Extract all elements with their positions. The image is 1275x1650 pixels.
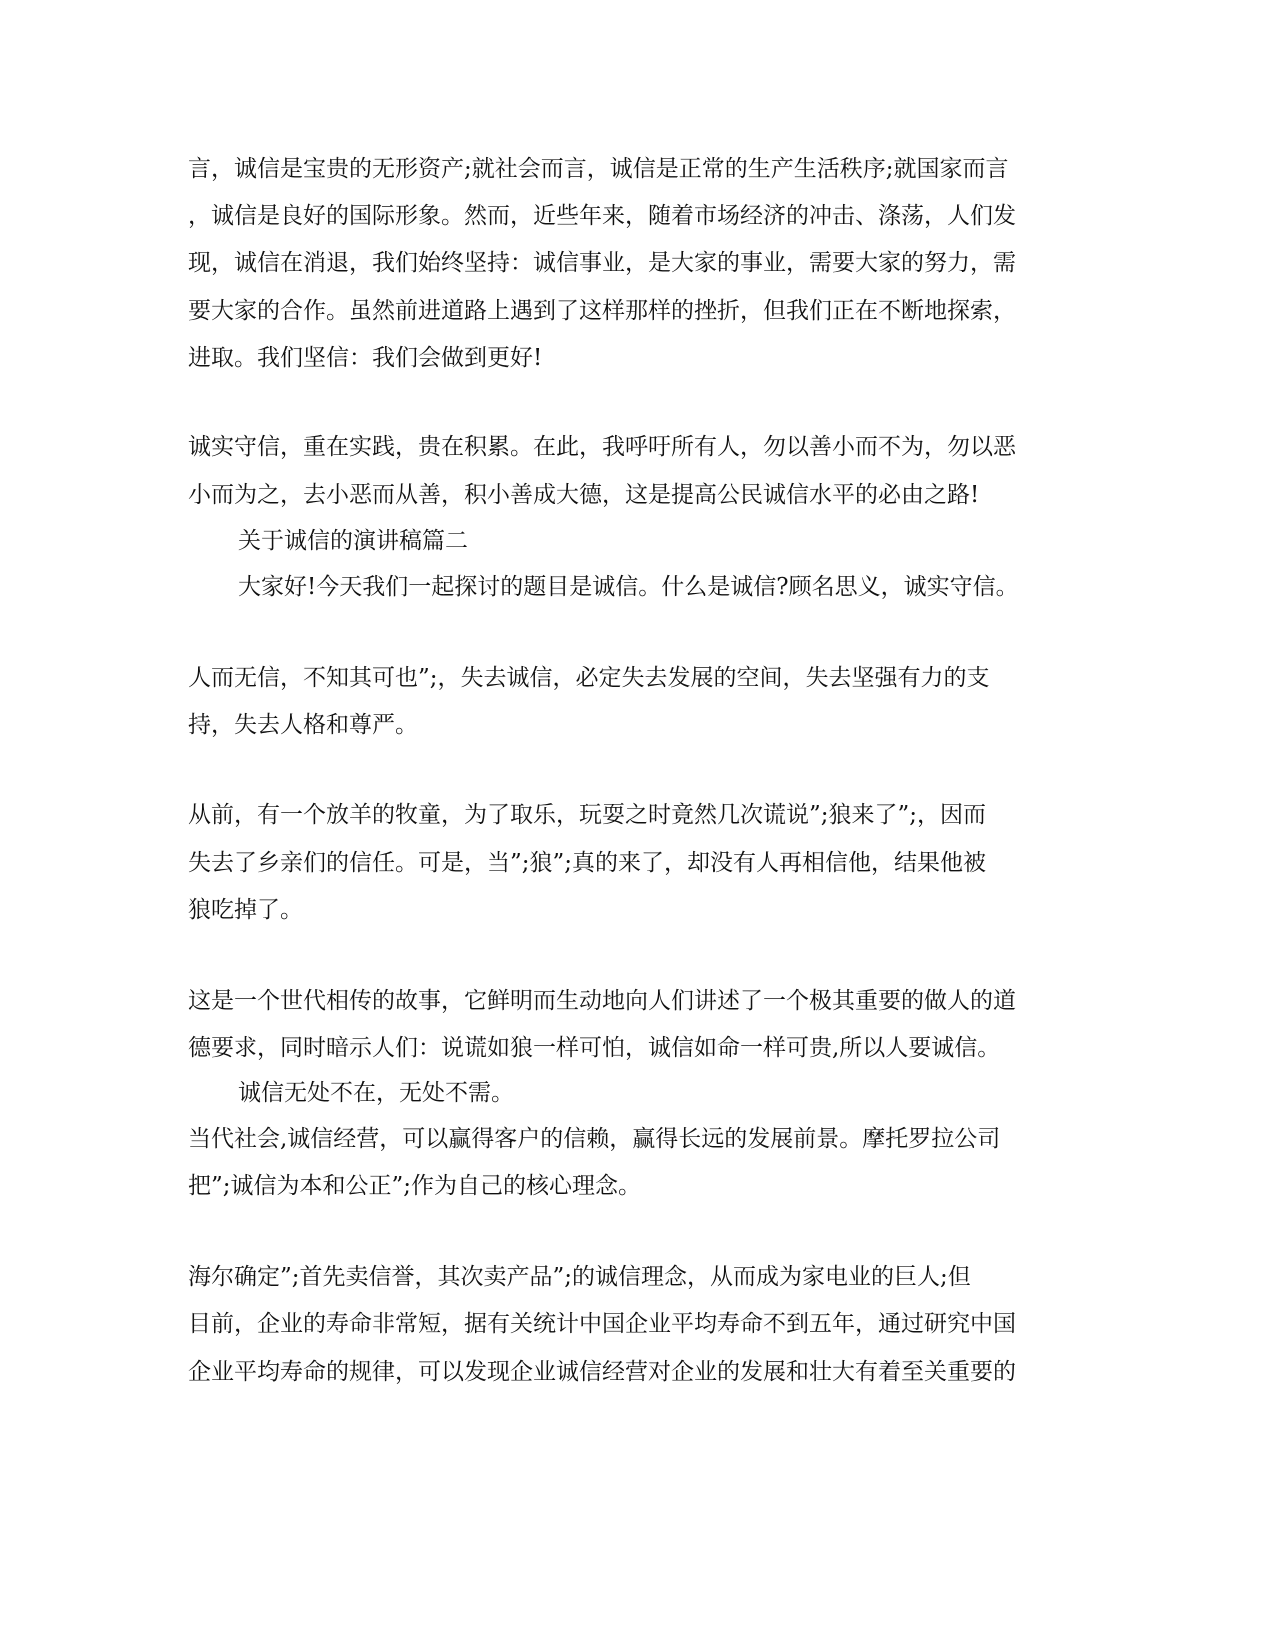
text-line: 失去了乡亲们的信任。可是，当”;狼”;真的来了，却没有人再相信他，结果他被 bbox=[188, 850, 987, 876]
text-line: 企业平均寿命的规律，可以发现企业诚信经营对企业的发展和壮大有着至关重要的 bbox=[188, 1359, 1016, 1385]
text-line: 言，诚信是宝贵的无形资产;就社会而言，诚信是正常的生产生活秩序;就国家而言 bbox=[188, 156, 1009, 182]
text-line: 把”;诚信为本和公正”;作为自己的核心理念。 bbox=[188, 1173, 642, 1199]
text-line: 要大家的合作。虽然前进道路上遇到了这样那样的挫折，但我们正在不断地探索， bbox=[188, 298, 1016, 324]
text-line: 大家好!今天我们一起探讨的题目是诚信。什么是诚信?顾名思义，诚实守信。 bbox=[238, 574, 1019, 600]
text-line: 目前，企业的寿命非常短，据有关统计中国企业平均寿命不到五年，通过研究中国 bbox=[188, 1311, 1016, 1337]
text-line: ，诚信是良好的国际形象。然而，近些年来，随着市场经济的冲击、涤荡，人们发 bbox=[188, 203, 1016, 229]
text-line: 进取。我们坚信：我们会做到更好! bbox=[188, 345, 543, 371]
text-line: 诚信无处不在，无处不需。 bbox=[238, 1080, 514, 1106]
text-line: 这是一个世代相传的故事，它鲜明而生动地向人们讲述了一个极其重要的做人的道 bbox=[188, 988, 1016, 1014]
text-line: 海尔确定”;首先卖信誉，其次卖产品”;的诚信理念，从而成为家电业的巨人;但 bbox=[188, 1264, 971, 1290]
text-line: 持，失去人格和尊严。 bbox=[188, 712, 418, 738]
text-line: 诚实守信，重在实践，贵在积累。在此，我呼吁所有人，勿以善小而不为，勿以恶 bbox=[188, 434, 1016, 460]
text-line: 小而为之，去小恶而从善，积小善成大德，这是提高公民诚信水平的必由之路! bbox=[188, 482, 980, 508]
text-line: 人而无信，不知其可也”;，失去诚信，必定失去发展的空间，失去坚强有力的支 bbox=[188, 665, 990, 691]
text-line: 狼吃掉了。 bbox=[188, 897, 303, 923]
text-line: 现，诚信在消退，我们始终坚持：诚信事业，是大家的事业，需要大家的努力，需 bbox=[188, 250, 1016, 276]
text-line: 当代社会,诚信经营，可以赢得客户的信赖，赢得长远的发展前景。摩托罗拉公司 bbox=[188, 1126, 1001, 1152]
section-heading: 关于诚信的演讲稿篇二 bbox=[238, 528, 468, 554]
text-line: 从前，有一个放羊的牧童，为了取乐，玩耍之时竟然几次谎说”;狼来了”;，因而 bbox=[188, 802, 987, 828]
text-line: 德要求，同时暗示人们：说谎如狼一样可怕，诚信如命一样可贵,所以人要诚信。 bbox=[188, 1035, 1001, 1061]
